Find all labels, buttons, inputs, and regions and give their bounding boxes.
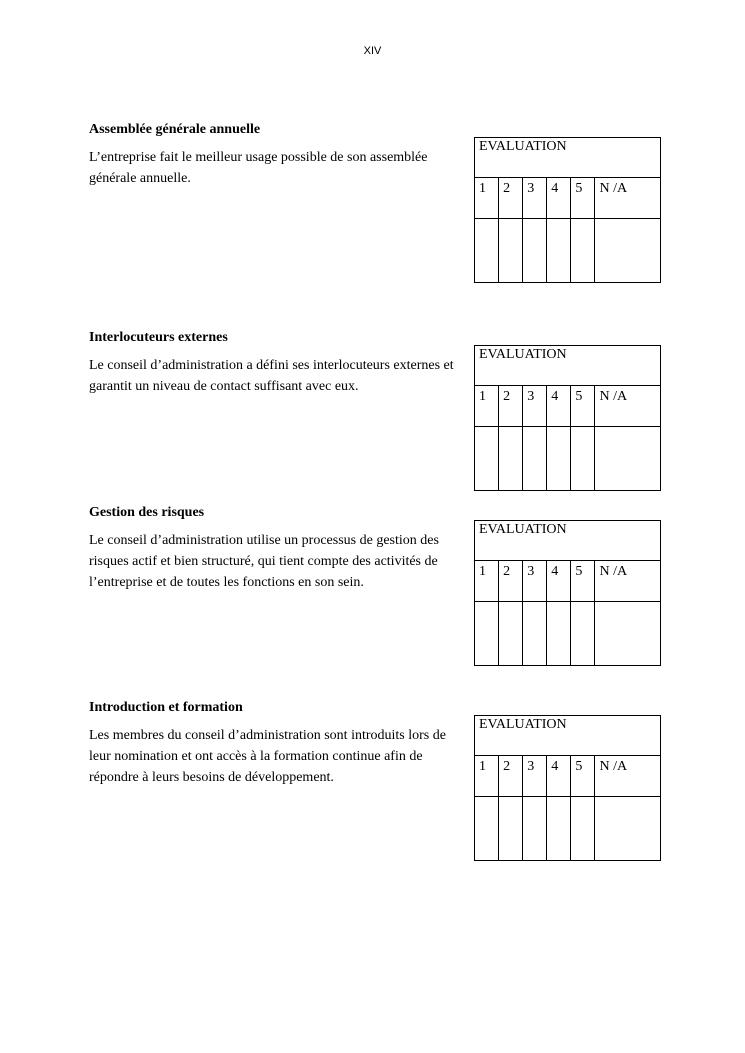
score-cell-na[interactable] — [595, 219, 661, 283]
score-cell-5[interactable] — [571, 797, 595, 861]
section-title: Introduction et formation — [89, 700, 243, 715]
section-gestion-des-risques — [89, 504, 664, 590]
score-label-1: 1 — [475, 385, 499, 427]
score-cell-5[interactable] — [571, 427, 595, 491]
score-cell-na[interactable] — [595, 602, 661, 666]
score-cell-2[interactable] — [499, 219, 523, 283]
score-label-4: 4 — [547, 755, 571, 797]
score-label-5: 5 — [571, 755, 595, 797]
section-text: Les membres du conseil d’administration sont introduits lors de leur nomination et ont accès à la formation continue afin de répondre à leurs besoins de développement. — [89, 728, 446, 785]
score-cell-2[interactable] — [499, 427, 523, 491]
section-title: Gestion des risques — [89, 505, 205, 520]
score-cell-1[interactable] — [475, 797, 499, 861]
score-label-5: 5 — [571, 560, 595, 602]
section-text: Le conseil d’administration utilise un processus de gestion des risques actif et bien structuré, qui tient compte des activités de l’entreprise et de toutes les fonctions en son sein. — [89, 533, 439, 590]
score-cell-4[interactable] — [547, 427, 571, 491]
score-cell-1[interactable] — [475, 219, 499, 283]
score-label-4: 4 — [547, 177, 571, 219]
score-cell-4[interactable] — [547, 219, 571, 283]
section-assemblee-generale — [89, 121, 664, 196]
score-cell-2[interactable] — [499, 602, 523, 666]
evaluation-table — [474, 137, 661, 283]
score-label-4: 4 — [547, 560, 571, 602]
evaluation-header: EVALUATION — [475, 521, 661, 561]
score-label-5: 5 — [571, 177, 595, 219]
score-cell-1[interactable] — [475, 427, 499, 491]
evaluation-table — [474, 345, 661, 491]
score-label-4: 4 — [547, 385, 571, 427]
score-label-3: 3 — [523, 560, 547, 602]
score-label-na: N /A — [595, 755, 661, 797]
score-cell-2[interactable] — [499, 797, 523, 861]
score-cell-4[interactable] — [547, 797, 571, 861]
score-label-1: 1 — [475, 755, 499, 797]
score-cell-3[interactable] — [523, 219, 547, 283]
score-label-5: 5 — [571, 385, 595, 427]
score-cell-3[interactable] — [523, 427, 547, 491]
score-label-na: N /A — [595, 560, 661, 602]
score-label-2: 2 — [499, 755, 523, 797]
score-cell-4[interactable] — [547, 602, 571, 666]
score-label-na: N /A — [595, 177, 661, 219]
score-cell-na[interactable] — [595, 797, 661, 861]
score-label-3: 3 — [523, 755, 547, 797]
section-title: Assemblée générale annuelle — [89, 122, 261, 137]
section-text: L’entreprise fait le meilleur usage possible de son assemblée générale annuelle. — [89, 150, 428, 186]
score-label-na: N /A — [595, 385, 661, 427]
score-label-1: 1 — [475, 177, 499, 219]
score-cell-1[interactable] — [475, 602, 499, 666]
section-title: Interlocuteurs externes — [89, 330, 228, 345]
evaluation-table — [474, 520, 661, 666]
score-label-2: 2 — [499, 560, 523, 602]
evaluation-header: EVALUATION — [475, 138, 661, 178]
score-cell-5[interactable] — [571, 602, 595, 666]
section-introduction-formation — [89, 699, 664, 785]
page-number: XIV — [363, 45, 382, 57]
score-cell-na[interactable] — [595, 427, 661, 491]
score-cell-3[interactable] — [523, 797, 547, 861]
score-label-1: 1 — [475, 560, 499, 602]
section-interlocuteurs-externes — [89, 329, 664, 404]
score-label-2: 2 — [499, 385, 523, 427]
evaluation-table — [474, 715, 661, 861]
score-cell-3[interactable] — [523, 602, 547, 666]
evaluation-header: EVALUATION — [475, 346, 661, 386]
section-text: Le conseil d’administration a défini ses interlocuteurs externes et garantit un niveau de contact suffisant avec eux. — [89, 358, 454, 394]
score-label-3: 3 — [523, 177, 547, 219]
score-label-2: 2 — [499, 177, 523, 219]
score-cell-5[interactable] — [571, 219, 595, 283]
evaluation-header: EVALUATION — [475, 716, 661, 756]
score-label-3: 3 — [523, 385, 547, 427]
